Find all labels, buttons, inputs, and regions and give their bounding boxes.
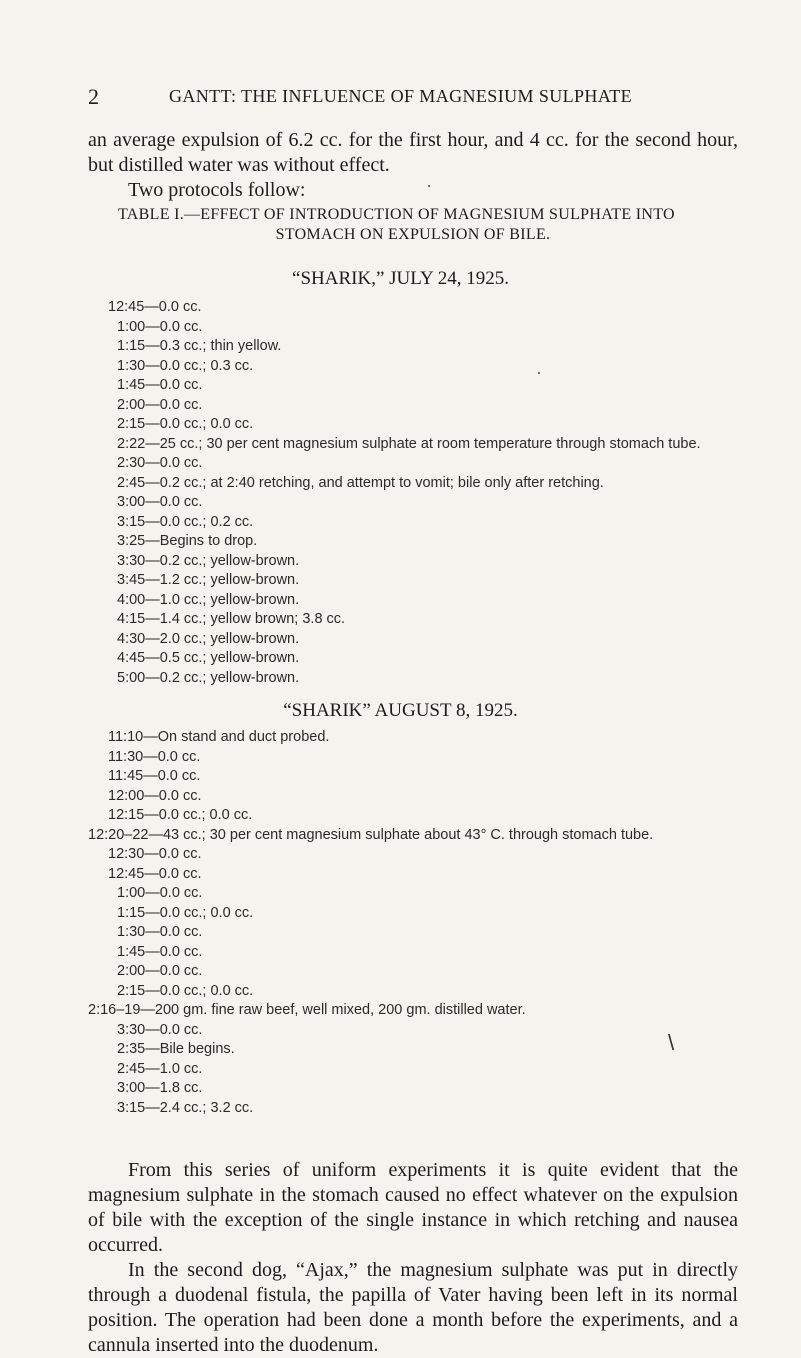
- intro-follow: Two protocols follow:: [128, 179, 306, 201]
- intro-paragraph: [88, 128, 738, 203]
- page-number: 2: [88, 84, 99, 109]
- protocol-row: 2:30—0.0 cc.: [117, 455, 203, 471]
- protocol-table-2: [88, 728, 738, 1118]
- stray-mark: \: [668, 1030, 675, 1055]
- protocol-row: 2:35—Bile begins.: [117, 1041, 235, 1057]
- protocol-row: 3:00—1.8 cc.: [117, 1080, 203, 1096]
- intro-text: an average expulsion of 6.2 cc. for the first hour, and 4 cc. for the second hour, but distilled water was without effect.: [88, 129, 738, 176]
- protocol-row: 2:00—0.0 cc.: [117, 963, 203, 979]
- protocol-row: 2:16–19—200 gm. fine raw beef, well mixed, 200 gm. distilled water.: [88, 1002, 526, 1018]
- protocol-table-1: [88, 298, 738, 688]
- protocol-row: 5:00—0.2 cc.; yellow-brown.: [117, 669, 300, 686]
- protocol-row: 3:00—0.0 cc.: [117, 494, 203, 510]
- protocol-row: 12:15—0.0 cc.; 0.0 cc.: [108, 807, 253, 823]
- protocol-row: 3:15—2.4 cc.; 3.2 cc.: [117, 1099, 254, 1116]
- protocol-row: 4:00—1.0 cc.; yellow-brown.: [117, 591, 300, 608]
- protocol-row: 1:45—0.0 cc.: [117, 943, 203, 960]
- table-caption-line-1: TABLE I.—EFFECT OF INTRODUCTION OF MAGNESIUM SULPHATE INTO: [118, 206, 675, 223]
- running-title: GANTT: THE INFLUENCE OF MAGNESIUM SULPHATE: [168, 86, 633, 106]
- protocol-row: 1:15—0.0 cc.; 0.0 cc.: [117, 904, 254, 921]
- protocol-row: 12:45—0.0 cc.: [108, 865, 202, 882]
- protocol-row: 3:30—0.0 cc.: [117, 1021, 203, 1038]
- conclusion: [88, 1158, 738, 1358]
- protocol-row: 3:45—1.2 cc.; yellow-brown.: [117, 572, 300, 588]
- page-header: [0, 84, 801, 112]
- protocol-heading-1: “SHARIK,” JULY 24, 1925.: [292, 268, 509, 289]
- protocol-heading-2: “SHARIK” AUGUST 8, 1925.: [283, 700, 518, 721]
- protocol-row: 4:15—1.4 cc.; yellow brown; 3.8 cc.: [117, 611, 346, 627]
- conclusion-paragraph-1: From this series of uniform experiments it is quite evident that the magnesium sulphate in the stomach caused no effect whatever on the expulsion of bile with the exception of the single instance in which retching and nausea occurred.: [88, 1159, 738, 1256]
- protocol-row: 11:45—0.0 cc.: [108, 768, 201, 784]
- protocol-row: 3:30—0.2 cc.; yellow-brown.: [117, 552, 300, 569]
- protocol-row: 2:15—0.0 cc.; 0.0 cc.: [117, 416, 254, 432]
- protocol-row: 3:25—Begins to drop.: [117, 533, 258, 549]
- protocol-row: 1:30—0.0 cc.; 0.3 cc.: [117, 357, 254, 374]
- protocol-row: 1:30—0.0 cc.: [117, 924, 203, 940]
- protocol-row: 1:00—0.0 cc.: [117, 885, 203, 901]
- protocol-row: 12:30—0.0 cc.: [108, 846, 202, 862]
- protocol-row: 2:45—0.2 cc.; at 2:40 retching, and attempt to vomit; bile only after retching.: [117, 474, 604, 491]
- protocol-row: 1:45—0.0 cc.: [117, 377, 203, 393]
- protocol-row: 3:15—0.0 cc.; 0.2 cc.: [117, 513, 254, 530]
- print-speck: [538, 372, 540, 374]
- print-speck: [428, 185, 430, 187]
- table-caption: [88, 205, 738, 245]
- protocol-row: 2:00—0.0 cc.: [117, 396, 203, 413]
- protocol-row: 1:15—0.3 cc.; thin yellow.: [117, 338, 282, 354]
- protocol-row: 1:00—0.0 cc.: [117, 318, 203, 335]
- protocol-row: 4:30—2.0 cc.; yellow-brown.: [117, 630, 300, 647]
- protocol-row: 2:22—25 cc.; 30 per cent magnesium sulphate at room temperature through stomach tube.: [117, 435, 701, 452]
- protocol-row: 11:10—On stand and duct probed.: [108, 729, 330, 745]
- protocol-row: 2:45—1.0 cc.: [117, 1060, 203, 1077]
- protocol-row: 12:45—0.0 cc.: [108, 299, 202, 315]
- protocol-row: 12:00—0.0 cc.: [108, 787, 202, 804]
- protocol-row: 4:45—0.5 cc.; yellow-brown.: [117, 650, 300, 666]
- protocol-row: 12:20–22—43 cc.; 30 per cent magnesium sulphate about 43° C. through stomach tube.: [88, 826, 654, 843]
- protocol-row: 11:30—0.0 cc.: [108, 748, 201, 765]
- conclusion-paragraph-2: In the second dog, “Ajax,” the magnesium sulphate was put in directly through a duodenal fistula, the papilla of Vater having been left in its normal position. The operation had been done a month before the experiments, and a cannula inserted into the duodenum.: [88, 1259, 738, 1356]
- protocol-row: 2:15—0.0 cc.; 0.0 cc.: [117, 982, 254, 999]
- table-caption-line-2: STOMACH ON EXPULSION OF BILE.: [275, 226, 551, 243]
